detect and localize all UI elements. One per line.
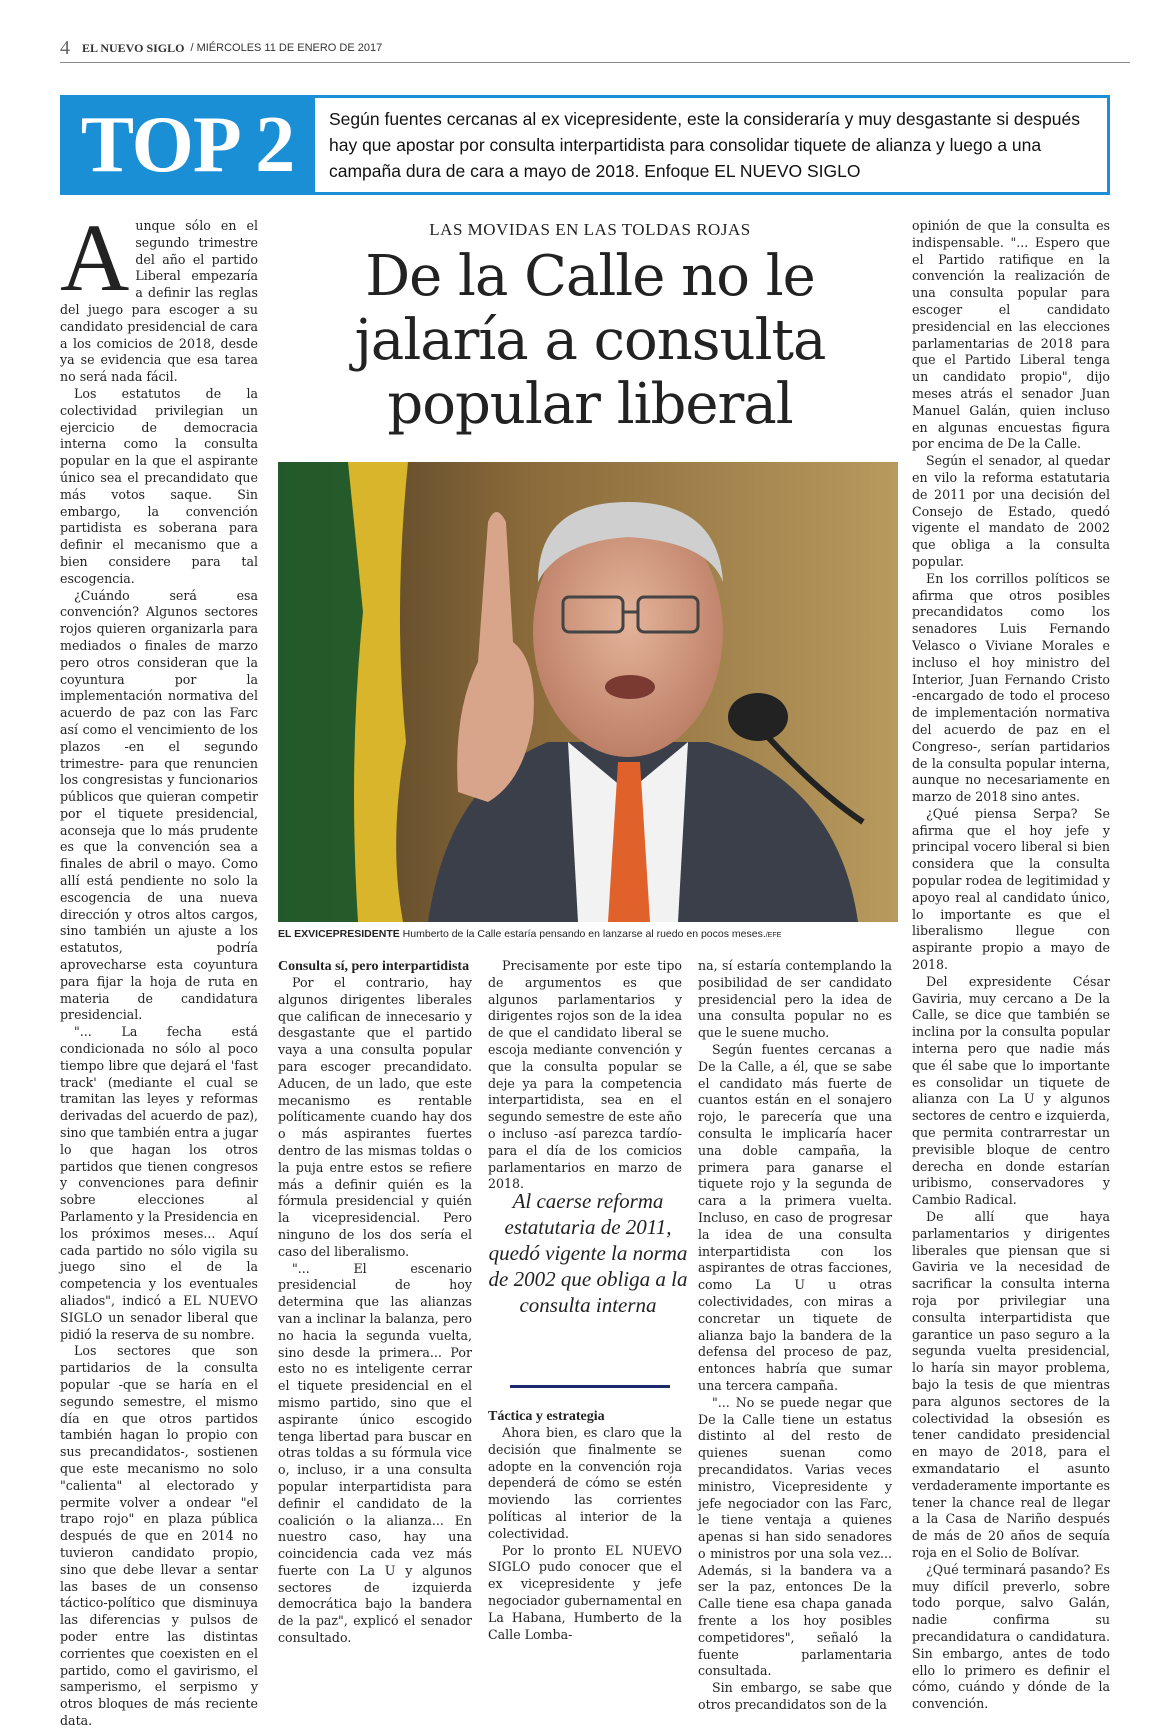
page-header — [60, 34, 1130, 63]
article-column-5 — [912, 218, 1110, 1713]
newspaper-name: EL NUEVO SIGLO — [82, 40, 185, 55]
paragraph: ¿Qué terminará pasando? Es muy difícil preverlo, sobre todo porque, salvo Galán, nadie confirma su precandidatura o candidatura. Sin embargo, antes de todo ello lo primero es definir el cómo, cuándo y dónde de la convención. — [912, 1561, 1111, 1712]
pull-quote-rule — [510, 1385, 670, 1388]
paragraph: Los sectores que son partidarios de la consulta popular -que se haría en el segundo semestre, el mismo día en que otros partidos también hagan lo propio con sus precandidatos-, sostienen que este mecanismo no solo "calienta" al electorado y permite volver a ondear "el trapo rojo" en plaza pública después de que en 2014 no tuvieron candidato propio, sino que debe llevar a sentar las bases de un consenso táctico-político que disminuya las diferencias y pulsos de poder entre las distintas corrientes que coexisten en el partido, como el gavirismo, el samperismo, el serpismo y otros bloques de más reciente data. — [60, 1343, 258, 1728]
paragraph: opinión de que la consulta es indispensable. "... Espero que el Partido ratifique en la convención la realización de una consulta popular para escoger el candidato presidencial en las elecciones parlamentarias de 2018 para que el Partido Liberal tenga un candidato propio", dijo meses atrás el senador Juan Manuel Galán, quien incluso en algunas encuestas figura por encima de De la Calle. — [912, 218, 1110, 452]
page-number: 4 — [60, 36, 70, 59]
paragraph: Según fuentes cercanas a De la Calle, a él, que se sabe el candidato más fuerte de cuantos están en el sonajero rojo, le parecería que una consulta le implicaría hacer una doble campaña, la primera para ganarse el tiquete rojo y la segunda de cara a la primera vuelta. Incluso, en caso de progresar la idea de una consulta interpartidista con los aspirantes de otras facciones, como La U u otras colectividades, con miras a concretar un tiquete de alianza bajo la bandera de la defensa del proceso de paz, entonces habría que sumar una tercera campaña. — [698, 1041, 892, 1393]
top-summary: Según fuentes cercanas al ex vicepresidente, este la consideraría y muy desgastante si después hay que apostar por consulta interpartidista para consolidar tiquete de alianza y luego a una campaña dura de cara a mayo de 2018. Enfoque EL NUEVO SIGLO — [315, 95, 1110, 195]
paragraph: na, sí estaría contemplando la posibilidad de ser candidato presidencial pero la idea de una consulta popular no es que le suene mucho. — [698, 958, 892, 1041]
paragraph: En los corrillos políticos se afirma que otros posibles precandidatos como los senadores Luis Fernando Velasco o Viviane Morales e incluso el hoy ministro del Interior, Juan Fernando Cristo -encargado de todo el proceso de implementación normativa del acuerdo de paz en el Congreso-, serían partidarios de la consulta popular interna, aunque no necesariamente en marzo de 2018 sino antes. — [912, 570, 1110, 805]
issue-date: / MIÉRCOLES 11 DE ENERO DE 2017 — [190, 42, 383, 54]
paragraph: Por lo pronto EL NUEVO SIGLO pudo conocer que el ex vicepresidente y jefe negociador gubernamental en La Habana, Humberto de la Calle Lomba- — [488, 1542, 682, 1642]
paragraph: Del expresidente César Gaviria, muy cercano a De la Calle, se dice que también se inclina por la consulta popular interna pero que nadie más que él sabe que lo importante es consolidar un tiquete de alianza con La U y algunos sectores de centro e izquierda, que permita contrarrestar un previsible bloque de centro derecha en donde estarían uribismo, conservadores y Cambio Radical. — [912, 973, 1110, 1208]
article-kicker: LAS MOVIDAS EN LAS TOLDAS ROJAS — [429, 220, 751, 239]
article-headline: De la Calle no le jalaría a consulta popular liberal — [354, 244, 826, 437]
subhead-consulta: Consulta sí, pero interpartidista — [278, 959, 470, 974]
paragraph: "... La fecha está condicionada no sólo al poco tiempo libre que dejará el 'fast track' (mediante el cual se tramitan las leyes y reformas derivadas del acuerdo de paz), sino que también entra a jugar lo que hagan los otros partidos que tienen congresos y convenciones para definir sobre elecciones al Parlamento y la Presidencia en los próximos meses... Aquí cada partido no sólo vigila su juego sino el de la competencia y los eventuales aliados", indicó a EL NUEVO SIGLO un senador liberal que pidió la reserva de su nombre. — [60, 1024, 259, 1342]
paragraph: Precisamente por este tipo de argumentos es que algunos parlamentarios y dirigentes rojos son de la idea de que el candidato liberal se escoja mediante convención y que la consulta popular se deje ya para la competencia interpartidista, sea en el segundo semestre de este año o incluso -así parezca tardío- para el día de los comicios parlamentarios en marzo de 2018. — [488, 958, 682, 1192]
paragraph: Según el senador, al quedar en vilo la reforma estatutaria de 2011 por una decisión del Consejo de Estado, quedó vigente el mandato de 2002 que obliga a la consulta popular. — [912, 453, 1110, 569]
article-column-3-bottom — [488, 1408, 682, 1643]
article-photo — [278, 462, 898, 922]
subhead-tactica: Táctica y estrategia — [488, 1409, 605, 1424]
paragraph: "... El escenario presidencial de hoy determina que las alianzas van a inclinar la balanza, pero no hacia la segunda vuelta, sino desde la primera... Por esto no es inteligente cerrar el tiquete presidencial en el mismo partido, sino que el aspirante único escogido tenga libertad para buscar en otras toldas a su fórmula vice o, incluso, ir a una consulta popular interpartidista para definir el candidato de la coalición o la alianza... En nuestro caso, hay una coincidencia cada vez más fuerte con La U y algunos sectores de izquierda democrática bajo la bandera de la paz", explicó el senador consultado. — [278, 1260, 472, 1646]
article-column-3-top — [488, 958, 682, 1193]
paragraph: Sin embargo, se sabe que otros precandidatos son de la — [698, 1680, 892, 1713]
article-column-2 — [278, 958, 472, 1647]
top-label: TOP 2 — [60, 95, 315, 195]
paragraph: Ahora bien, es claro que la decisión que finalmente se adopte en la convención roja dependerá de cómo se estén moviendo las corrientes políticas al interior de la colectividad. — [488, 1425, 682, 1541]
paragraph: Los estatutos de la colectividad privilegian un ejercicio de democracia interna como la consulta popular en la que el aspirante único sea el precandidato que más votos saque. Sin embargo, la convención partidista es soberana para definir el mecanismo que a bien considere para tal escogencia. — [60, 385, 258, 586]
drop-cap: A — [60, 204, 130, 311]
paragraph: ¿Qué piensa Serpa? Se afirma que el hoy jefe y principal vocero liberal si bien considera que la consulta popular rodea de legitimidad y apoyo real al candidato único, lo importante es que el liberalismo llegue con aspirante propio a mayo de 2018. — [912, 805, 1110, 973]
paragraph: unque sólo en el segundo trimestre del año el partido Liberal empezaría a definir las reglas del juego para escoger a su candidato presidencial de cara a los comicios de 2018, desde ya se evidencia que esa tarea no será nada fácil. — [60, 218, 258, 385]
paragraph: De allí que haya parlamentarios y dirigentes liberales que piensan que si Gaviria ve la necesidad de sacrificar la consulta interna roja por privilegiar una consulta interpartidista que garantice un paso seguro a la segunda vuelta presidencial, lo haría sin mayor problema, bajo la tesis de que mientras para algunos sectores de la colectividad la obsesión es tener candidato presidencial en mayo de 2018, para el exmandatario el asunto verdaderamente importante es tener la chance real de llegar a la Casa de Nariño después de más de 20 años de sequía roja en el Solio de Bolívar. — [912, 1209, 1110, 1560]
speaker-photo-illustration — [278, 462, 898, 922]
caption-label: EL EXVICEPRESIDENTE — [278, 928, 400, 940]
caption-text: Humberto de la Calle estaría pensando en lanzarse al ruedo en pocos meses. — [399, 928, 766, 940]
photo-credit: /EFE — [765, 932, 782, 939]
article-column-1 — [60, 204, 259, 1730]
paragraph: ¿Cuándo será esa convención? Algunos sectores rojos quieren organizarla para mediados o finales de marzo pero otros consideran que la coyuntura por la implementación normativa del acuerdo de paz con las Farc así como el vencimiento de los plazos -en el segundo trimestre- para que renuncien los congresistas y funcionarios públicos que quieran competir por el tiquete presidencial, aconseja que lo más prudente es que la convención sea a finales de abril o mayo. Como allí está pendiente no solo la escogencia de una nueva dirección y otros altos cargos, sino también un ajuste a los estatutos, podría aprovecharse esta coyuntura para fijar la hoja de ruta en materia de candidatura presidencial. — [60, 587, 258, 1023]
photo-caption — [278, 928, 898, 940]
paragraph: Por el contrario, hay algunos dirigentes liberales que califican de innecesario y desgastante que el partido vaya a una consulta popular para escoger precandidato. Aducen, de un lado, que este mecanismo es rentable políticamente cuando hay dos o más aspirantes fuertes dentro de las mismas toldas o la puja entre estos se refiere más a definir quién es la fórmula presidencial y quién la vicepresidencial. Pero ninguno de los dos sería el caso del liberalismo. — [278, 975, 472, 1259]
article-column-4 — [698, 958, 892, 1714]
paragraph: "... No se puede negar que De la Calle tiene un estatus distinto al del resto de quienes suenan como precandidatos. Varias veces ministro, Vicepresidente y jefe negociador con las Farc, le tiene ventaja a quienes apenas si han sido senadores o ministros por una sola vez... Además, si la bandera va a ser la paz, entonces De la Calle tiene esa chapa ganada frente a los hoy posibles competidores", señaló la fuente parlamentaria consultada. — [698, 1394, 892, 1679]
pull-quote: Al caerse reforma estatutaria de 2011, quedó vigente la norma de 2002 que obliga a la consulta interna — [488, 1189, 688, 1317]
top-band — [60, 95, 1110, 195]
